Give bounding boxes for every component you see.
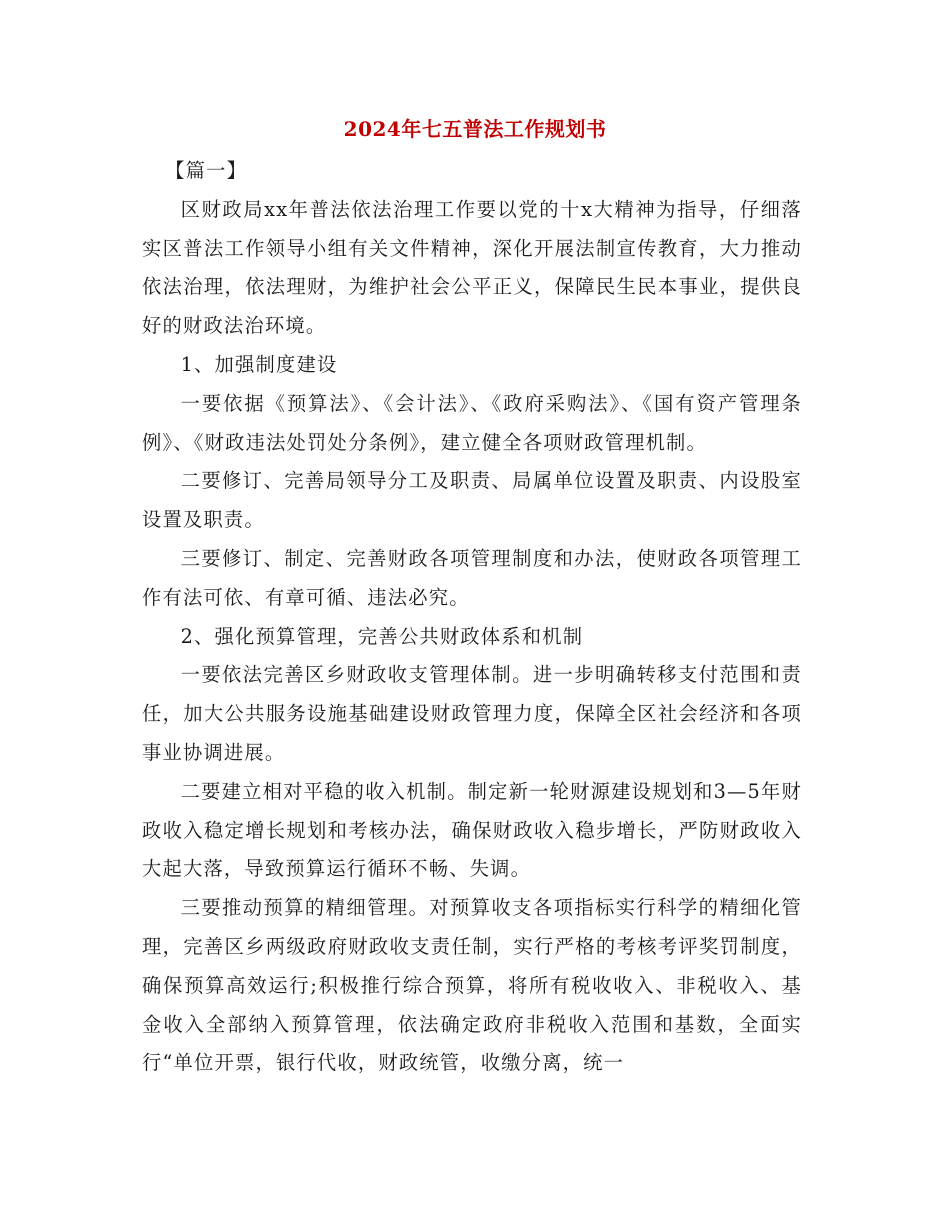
paragraph: 二要修订、完善局领导分工及职责、局属单位设置及职责、内设股室设置及职责。 <box>142 469 802 532</box>
paragraph: 一要依据《预算法》、《会计法》、《政府采购法》、《国有资产管理条例》、《财政违法处罚处分条例》，建立健全各项财政管理机制。 <box>142 391 802 454</box>
paragraph: 三要修订、制定、完善财政各项管理制度和办法，使财政各项管理工作有法可依、有章可循、违法必究。 <box>142 546 802 609</box>
paragraph: 二要建立相对平稳的收入机制。制定新一轮财源建设规划和3—5年财政收入稳定增长规划和考核办法，确保财政收入稳步增长，严防财政收入大起大落，导致预算运行循环不畅、失调。 <box>142 779 802 881</box>
paragraph: 一要依法完善区乡财政收支管理体制。进一步明确转移支付范围和责任，加大公共服务设施基础建设财政管理力度，保障全区社会经济和各项事业协调进展。 <box>142 663 802 764</box>
heading-1: 1、加强制度建设 <box>180 352 338 376</box>
paragraph-intro: 区财政局xx年普法依法治理工作要以党的十x大精神为指导，仔细落实区普法工作领导小组有关文件精神，深化开展法制宣传教育，大力推动依法治理，依法理财，为维护社会公平正义，保障民生民本事业，提供良好的财政法治环境。 <box>142 197 802 338</box>
document-title: 2024年七五普法工作规划书 <box>343 117 607 141</box>
section-label: 【篇一】 <box>165 159 248 182</box>
document-body <box>142 152 802 1083</box>
paragraph: 三要推动预算的精细管理。对预算收支各项指标实行科学的精细化管理，完善区乡两级政府财政收支责任制，实行严格的考核考评奖罚制度，确保预算高效运行;积极推行综合预算，将所有税收收入、非税收入、基金收入全部纳入预算管理，依法确定政府非税收入范围和基数，全面实行“单位开票，银行代收，财政统管，收缴分离，统一 <box>142 896 802 1075</box>
heading-2: 2、强化预算管理，完善公共财政体系和机制 <box>180 624 584 648</box>
